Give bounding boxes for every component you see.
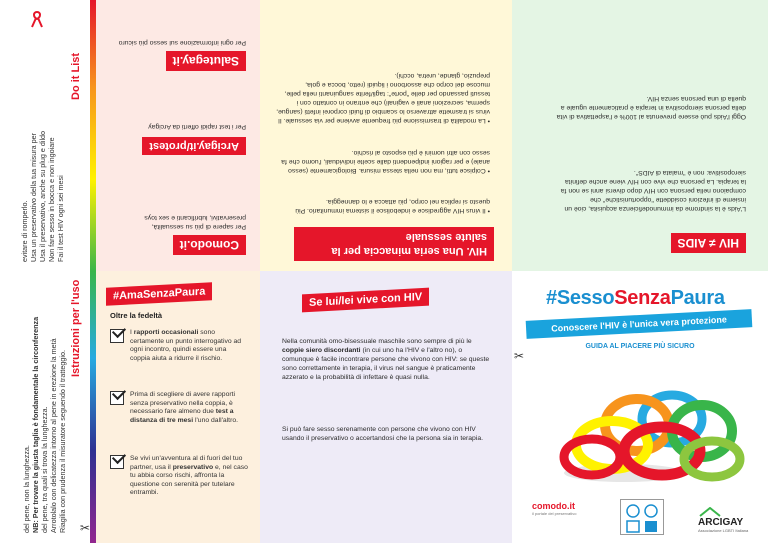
link-tag-salutegay[interactable]: Salutegay.it (166, 51, 246, 71)
bullet-content: La modalità di trasmissione più frequente avviene per via sessuale. Il virus si trasmette attraverso lo scambio di fluidi corporei infetti (sangue, sperma, secrezioni anali e vaginali) che entrano in contatto con i tessuti passando per delle "porte": tagli/ferite sanguinanti nella pelle, mucose del corpo che assorbono i liquidi (retto, bocca e gola, prepuzio, glande, uretra, occhi). (276, 72, 490, 124)
panel-cover (512, 271, 768, 543)
ribbon-icon (30, 10, 44, 28)
bullet-text: • La modalità di trasmissione più frequente avviene per via sessuale. Il virus si trasmette attraverso lo scambio di fluidi corporei infetti (sangue, sperma, secrezioni anali e vaginali) che entrano in contatto con i tessuti passando per delle "porte": tagli/ferite sanguinanti nella pelle, mucose del corpo che assorbono i liquidi (retto, bocca e gola, prepuzio, glande, uretra, occhi). (276, 72, 490, 124)
checkbox-icon (110, 391, 124, 405)
checkbox-icon (110, 329, 124, 343)
scissors-icon: ✂ (514, 349, 525, 363)
panel-hiv-threat (260, 0, 512, 271)
check-text: I rapporti occasionali sono certamente un punto interrogativo ad ogni incontro, quindi essere una coppia aiuta a ridurre il rischio. (130, 329, 242, 362)
do-it-item: Fai il test HIV ogni sei mesi (56, 175, 65, 262)
subtitle: Oltre la fedeltà (110, 311, 163, 320)
hiv-threat-headline: HIV. Una seria minaccia per la salute sessuale (294, 227, 494, 261)
panel-ama-senza-paura (96, 271, 260, 543)
cover-banner: Conoscere l'HIV è l'unica vera protezione (526, 309, 753, 339)
info-icons-logo (620, 499, 664, 535)
bullet-text: • Colpisce tutti, ma non nella stessa misura. Biologicamente (sesso anale) e per ragioni indipendenti dalle scelte individuali, l'uomo che fa sesso con altri uomini è più esposto al rischio. (281, 149, 490, 174)
bullet-content: Colpisce tutti, ma non nella stessa misura. Biologicamente (sesso anale) e per ragioni indipendenti dalle scelte individuali, l'uomo che fa sesso con altri uomini è più esposto al rischio. (281, 149, 490, 174)
bullet-text: • Il virus HIV aggredisce e indebolisce il sistema immunitario. Più questo si replica nel corpo, più attacca e lo danneggia. (295, 198, 490, 214)
istruzioni-line: Riagilia con prudenza il misuratore seguendo il tratteggio. (58, 350, 67, 533)
do-it-list (0, 0, 94, 271)
istruzioni-line: NB: Per trovare la giusta taglia è fondamentale la circonferenza (31, 316, 40, 533)
hiv-partner-text: Nella comunità omo-bisessuale maschile sono sempre di più le coppie siero discordanti (in cui uno ha l'HIV e l'altro no), o comunque è facile incontrare persone che vivono con HIV: se queste sono correttamente in terapia, il virus nel sangue è praticamente azzerato e la probabilità di infettare è quasi nulla. (282, 338, 490, 381)
comodo-logo: comodo.it il portale del preservativo (532, 501, 577, 516)
bullet-content: Il virus HIV aggredisce e indebolisce il sistema immunitario. Più questo si replica nel corpo, più attacca e lo danneggia. (295, 198, 490, 214)
cover-title: #SessoSenzaPaura (546, 287, 725, 309)
do-it-item: evitare di romperlo. (20, 200, 29, 262)
condom-rings-image (552, 379, 748, 484)
check-item (110, 455, 250, 525)
panel-hiv-aids (512, 0, 768, 271)
do-it-item: Non fare sesso in bocca e non ingoiare (47, 137, 56, 262)
link-text: Per sapere di più su sessualità, preservativi, lubrificanti e sex toys (144, 214, 246, 230)
cover-logos (512, 495, 768, 539)
hiv-aids-tag: HIV ≠ AIDS (671, 233, 746, 253)
scissors-icon: ✂ (80, 521, 91, 535)
left-strip (0, 0, 94, 543)
link-text: Per i test rapidi offerti da Arcigay (148, 123, 246, 130)
check-item (110, 329, 250, 379)
hiv-aids-text: L'Aids è la sindrome da immunodeficienza acquisita, cioè un insieme di infezioni cosiddette "opportunistiche" che compaiono nella persona con HIV dopo diversi anni se non fa la terapia. La persona che vive con HIV viene anche definita sieropositiva: non è "malata di AIDS". (560, 169, 746, 212)
hiv-aids-text: Oggi l'Aids può essere prevenuta al 100% e l'aspettativa di vita della persona sieropositiva in terapia è praticamente uguale a quella di una persona senza HIV. (556, 95, 746, 120)
do-it-item: Usa il preservativo, anche su plug e dildo (38, 130, 47, 262)
do-it-item: Usa un preservativo della tua misura per (29, 132, 38, 262)
link-tag-arcigay[interactable]: Arcigay.it/protest (142, 137, 246, 155)
istruzioni-line: del pene, tra quali si trova la lunghezza. (40, 406, 49, 533)
istruzioni-heading: Istruzioni per l'uso (70, 279, 82, 377)
istruzioni-line: del pene, non la lunghezza. (22, 445, 31, 533)
panel-links (96, 0, 260, 271)
hiv-partner-text: Si può fare sesso serenamente con persone che vivono con HIV usando il preservativo o accertandosi che la persona sia in terapia. (282, 426, 484, 442)
panel-hiv-partner (260, 271, 512, 543)
check-text: Prima di scegliere di avere rapporti senza preservativo nella coppia, è necessario fare almeno due test a distanza di tre mesi l'uno dall'altro. (130, 391, 239, 424)
link-text: Per ogni informazione sul sesso più sicuro (118, 39, 246, 46)
istruzioni-line: Arrotolalo con delicatezza intorno al pene in erezione la metà (49, 338, 58, 533)
do-it-heading: Do it List (70, 52, 82, 100)
checkbox-icon (110, 455, 124, 469)
cover-guide: GUIDA AL PIACERE PIÙ SICURO (585, 343, 695, 350)
check-item (110, 391, 250, 441)
link-tag-comodo[interactable]: Comodo.it (173, 235, 246, 255)
check-text: Se vivi un'avventura al di fuori del tuo partner, usa il preservativo e, nel caso tu abbia corso rischi, affronta la questione con serenità per tutelare entrambi. (130, 455, 248, 497)
hiv-partner-tag: Se lui/lei vive con HIV (302, 288, 429, 313)
ama-hashtag: #AmaSenzaPaura (106, 282, 212, 306)
istruzioni (0, 271, 94, 543)
arcigay-logo: ARCIGAY Associazione LGBTI Italiana (698, 507, 748, 533)
